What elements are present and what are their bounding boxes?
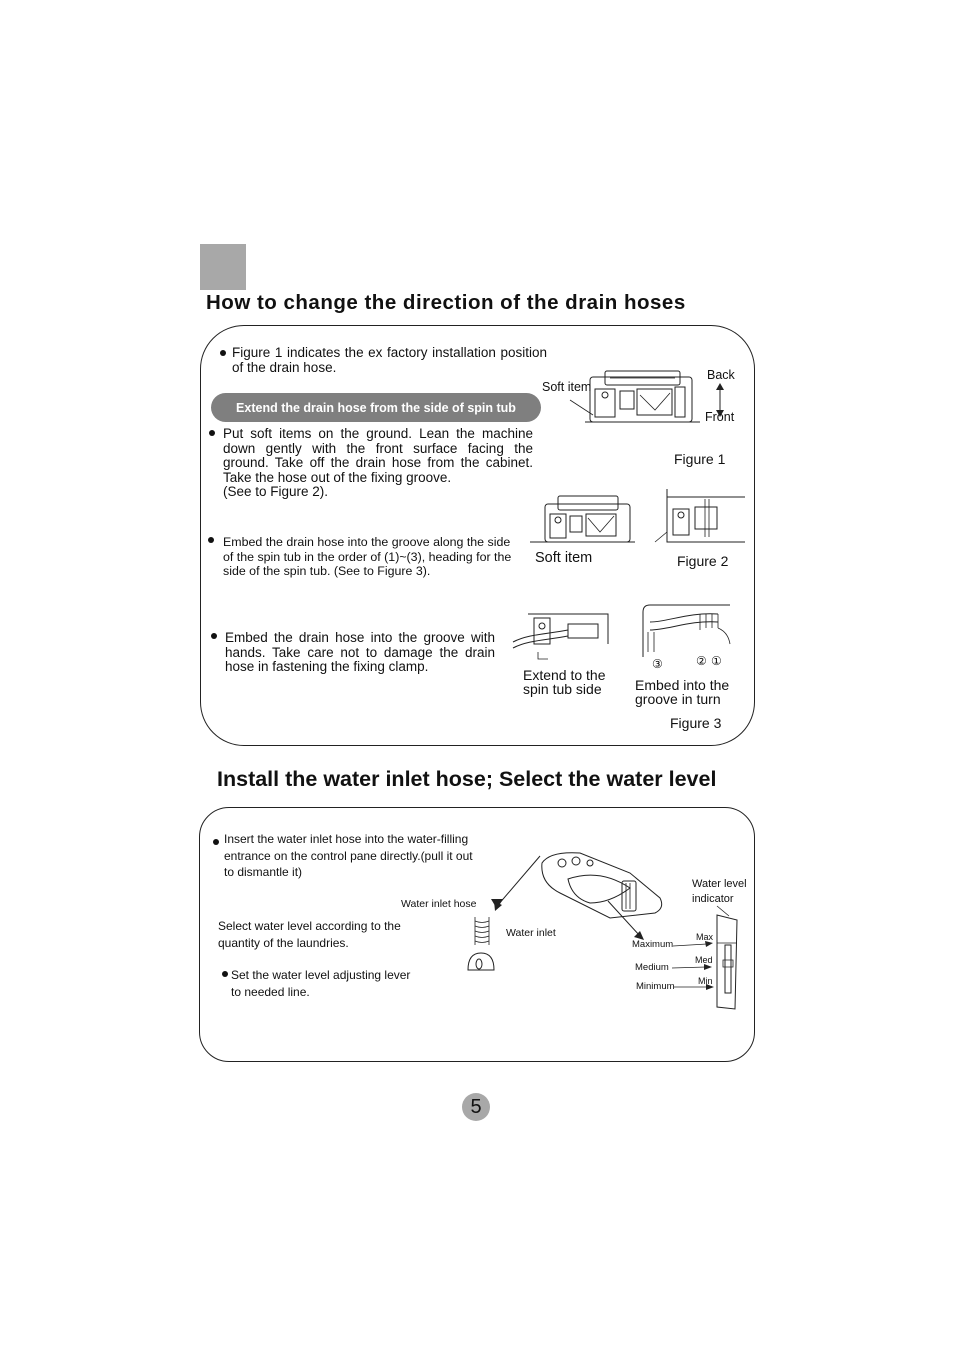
- figure1-caption: Figure 1: [674, 451, 726, 467]
- bullet-icon: [213, 839, 219, 845]
- select-level-text: Select water level according to the quantity of the laundries.: [218, 919, 401, 950]
- bullet-icon: [220, 350, 226, 356]
- figure1-front-label: Front: [705, 410, 735, 424]
- step3-text: Embed the drain hose into the groove with hands. Take care not to damage the drain hose in fastening the fixing clamp.: [225, 630, 495, 675]
- figure1-washer-illustration: [565, 365, 705, 435]
- figure2-caption: Figure 2: [677, 553, 729, 569]
- maximum-label: Maximum: [632, 939, 674, 950]
- water-level-indicator-line1: Water level: [692, 878, 747, 890]
- water-inlet-label: Water inlet: [506, 927, 556, 939]
- figure2-washer-left: [530, 492, 635, 547]
- figure1-back-label: Back: [707, 368, 735, 382]
- figure3-embed-illustration: [638, 602, 738, 662]
- arrow-right-icon: [672, 963, 712, 973]
- inlet-instruction-text: Insert the water inlet hose into the water-filling entrance on the control pane directly.(pull it out to dismantle it): [224, 832, 473, 879]
- page-number: 5: [462, 1093, 490, 1121]
- section-marker: [200, 244, 246, 290]
- lever-text: Set the water level adjusting lever to needed line.: [231, 968, 411, 999]
- figure3-caption: Figure 3: [670, 715, 722, 731]
- figure3-extend-line2: spin tub side: [523, 681, 602, 697]
- step1-text: Put soft items on the ground. Lean the machine down gently with the front surface facing the ground. Take off the drain hose from the cabinet. Take the hose out of the fixing groove.: [223, 426, 533, 485]
- order-1-label: ①: [711, 654, 722, 668]
- section1-title: How to change the direction of the drain hoses: [206, 291, 686, 314]
- step1-ref: (See to Figure 2).: [223, 484, 329, 499]
- figure2-soft-item-label: Soft item: [535, 550, 593, 566]
- min-mark: Min: [698, 976, 713, 986]
- arrow-right-icon: [673, 941, 713, 951]
- figure1-soft-item-label: Soft item: [542, 380, 592, 394]
- step2-text: Embed the drain hose into the groove along the side of the spin tub in the order of (1)~(3), heading for the side of the spin tub. (See to Figure 3).: [223, 535, 512, 579]
- section2-title: Install the water inlet hose; Select the water level: [217, 767, 717, 791]
- intro-text: Figure 1 indicates the ex factory installation position of the drain hose.: [232, 345, 547, 375]
- subheading-pill: Extend the drain hose from the side of spin tub: [211, 393, 541, 422]
- figure3-embed-line1: Embed into the: [635, 677, 730, 693]
- order-2-label: ②: [696, 654, 707, 668]
- bullet-icon: [222, 971, 228, 977]
- max-mark: Max: [696, 932, 714, 942]
- order-3-label: ③: [652, 657, 663, 671]
- medium-label: Medium: [635, 962, 669, 973]
- minimum-label: Minimum: [636, 981, 675, 992]
- bullet-icon: [208, 537, 214, 543]
- water-inlet-hose-label: Water inlet hose: [401, 898, 477, 910]
- figure2-washer-right: [645, 487, 750, 547]
- water-level-indicator-line2: indicator: [692, 893, 734, 905]
- bullet-icon: [211, 633, 217, 639]
- figure3-embed-line2: groove in turn: [635, 691, 721, 707]
- figure3-extend-line1: Extend to the: [523, 667, 606, 683]
- bullet-icon: [209, 430, 215, 436]
- arrow-right-icon: [674, 982, 714, 992]
- med-mark: Med: [695, 955, 713, 965]
- figure3-extend-illustration: [508, 604, 613, 664]
- water-level-gauge: [713, 915, 741, 1011]
